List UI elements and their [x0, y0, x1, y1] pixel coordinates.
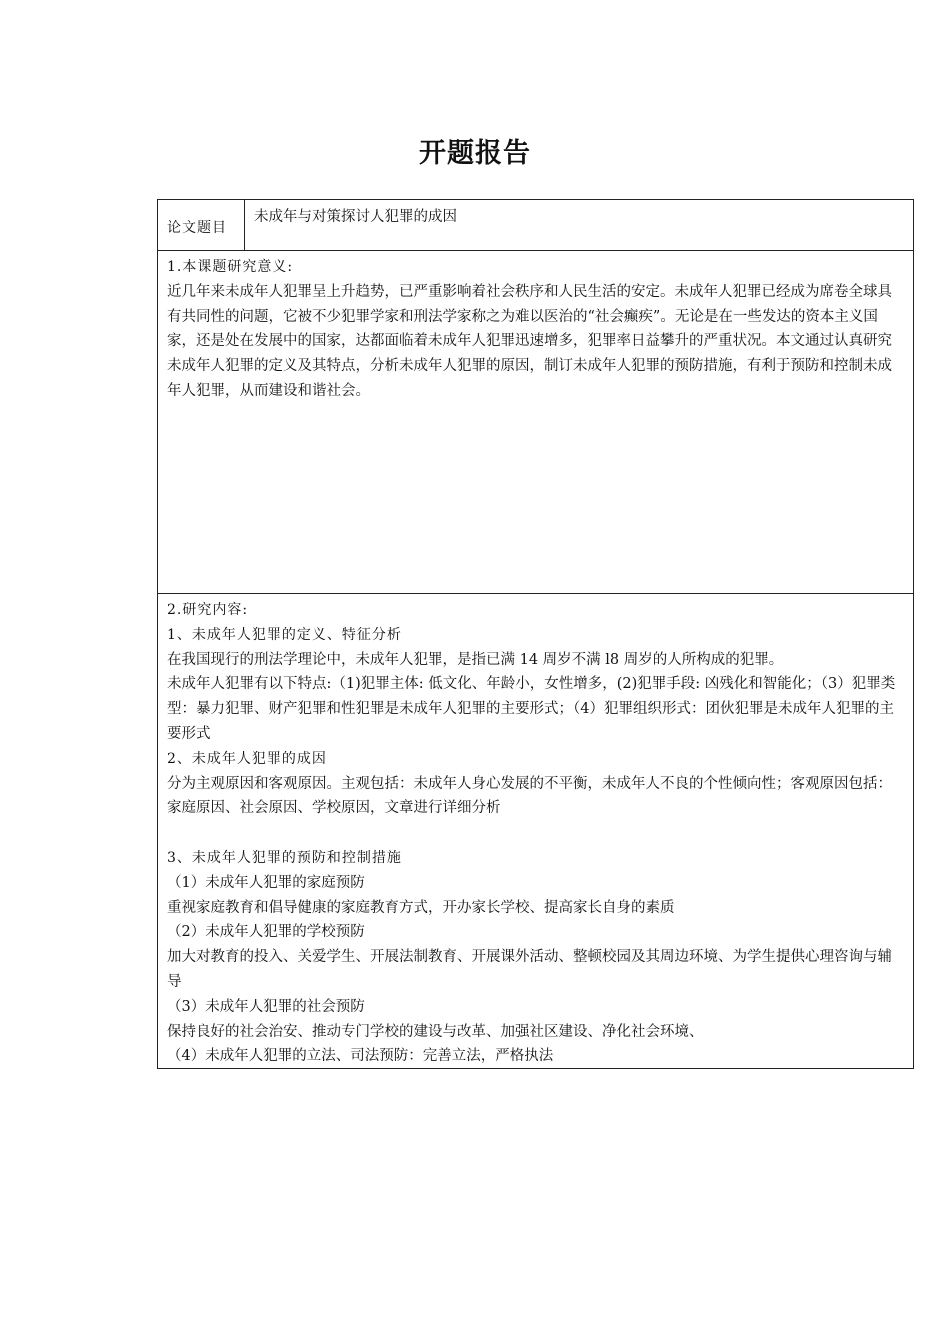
thesis-row: [158, 200, 913, 250]
proposal-table: [157, 199, 914, 1069]
legal-prevention-text: （4）未成年人犯罪的立法、司法预防：完善立法，严格执法: [167, 1048, 554, 1065]
society-prevention-heading: （3）未成年人犯罪的社会预防: [167, 998, 365, 1015]
section-1-heading: 1、未成年人犯罪的定义、特征分析: [167, 626, 402, 643]
meaning-heading: 1.本课题研究意义:: [167, 259, 294, 275]
meaning-section: [158, 250, 913, 593]
section-1-paragraph-2: 未成年人犯罪有以下特点:（1)犯罪主体: 低文化、年龄小，女性增多，(2)犯罪手段: 凶残化和智能化；（3）犯罪类型：暴力犯罪、财产犯罪和性犯罪是未成年人犯罪的主要形式；（4）犯罪组织形式：团伙犯罪是未成年人犯罪的主要形式: [167, 676, 896, 742]
meaning-text: 近几年来未成年人犯罪呈上升趋势，已严重影响着社会秩序和人民生活的安定。未成年人犯罪已经成为席卷全球具有共同性的问题，它被不少犯罪学家和刑法学家称之为难以医治的“社会癫疾”。无论是在一些发达的资本主义国家，还是处在发展中的国家，达都面临着未成年人犯罪迅速增多，犯罪率日益攀升的严重状况。本文通过认真研究未成年人犯罪的定义及其特点，分析未成年人犯罪的原因，制订未成年人犯罪的预防措施，有利于预防和控制未成年人犯罪，从而建设和谐社会。: [167, 283, 892, 399]
content-section: [158, 593, 913, 1068]
section-1-paragraph-1: 在我国现行的刑法学理论中，未成年人犯罪，是指已满 14 周岁不满 l8 周岁的人所构成的犯罪。: [167, 651, 784, 668]
content-heading: 2.研究内容:: [167, 602, 249, 618]
school-prevention-text: 加大对教育的投入、关爱学生、开展法制教育、开展课外活动、整顿校园及其周边环境、为学生提供心理咨询与辅导: [167, 949, 892, 990]
society-prevention-text: 保持良好的社会治安、推动专门学校的建设与改革、加强社区建设、净化社会环境、: [167, 1023, 704, 1040]
thesis-title: 未成年与对策探讨人犯罪的成因: [254, 209, 457, 225]
page-title: 开题报告: [419, 138, 531, 169]
section-2-paragraph: 分为主观原因和客观原因。主观包括：未成年人身心发展的不平衡，未成年人不良的个性倾向性；客观原因包括：家庭原因、社会原因、学校原因，文章进行详细分析: [167, 775, 892, 817]
thesis-label: 论文题目: [158, 200, 245, 250]
school-prevention-heading: （2）未成年人犯罪的学校预防: [167, 924, 365, 941]
blank-line: [167, 821, 905, 846]
section-3-heading: 3、未成年人犯罪的预防和控制措施: [167, 849, 402, 866]
family-prevention-heading: （1）未成年人犯罪的家庭预防: [167, 874, 365, 891]
section-2-heading: 2、未成年人犯罪的成因: [167, 750, 327, 767]
family-prevention-text: 重视家庭教育和倡导健康的家庭教育方式，开办家长学校、提高家长自身的素质: [167, 899, 675, 916]
